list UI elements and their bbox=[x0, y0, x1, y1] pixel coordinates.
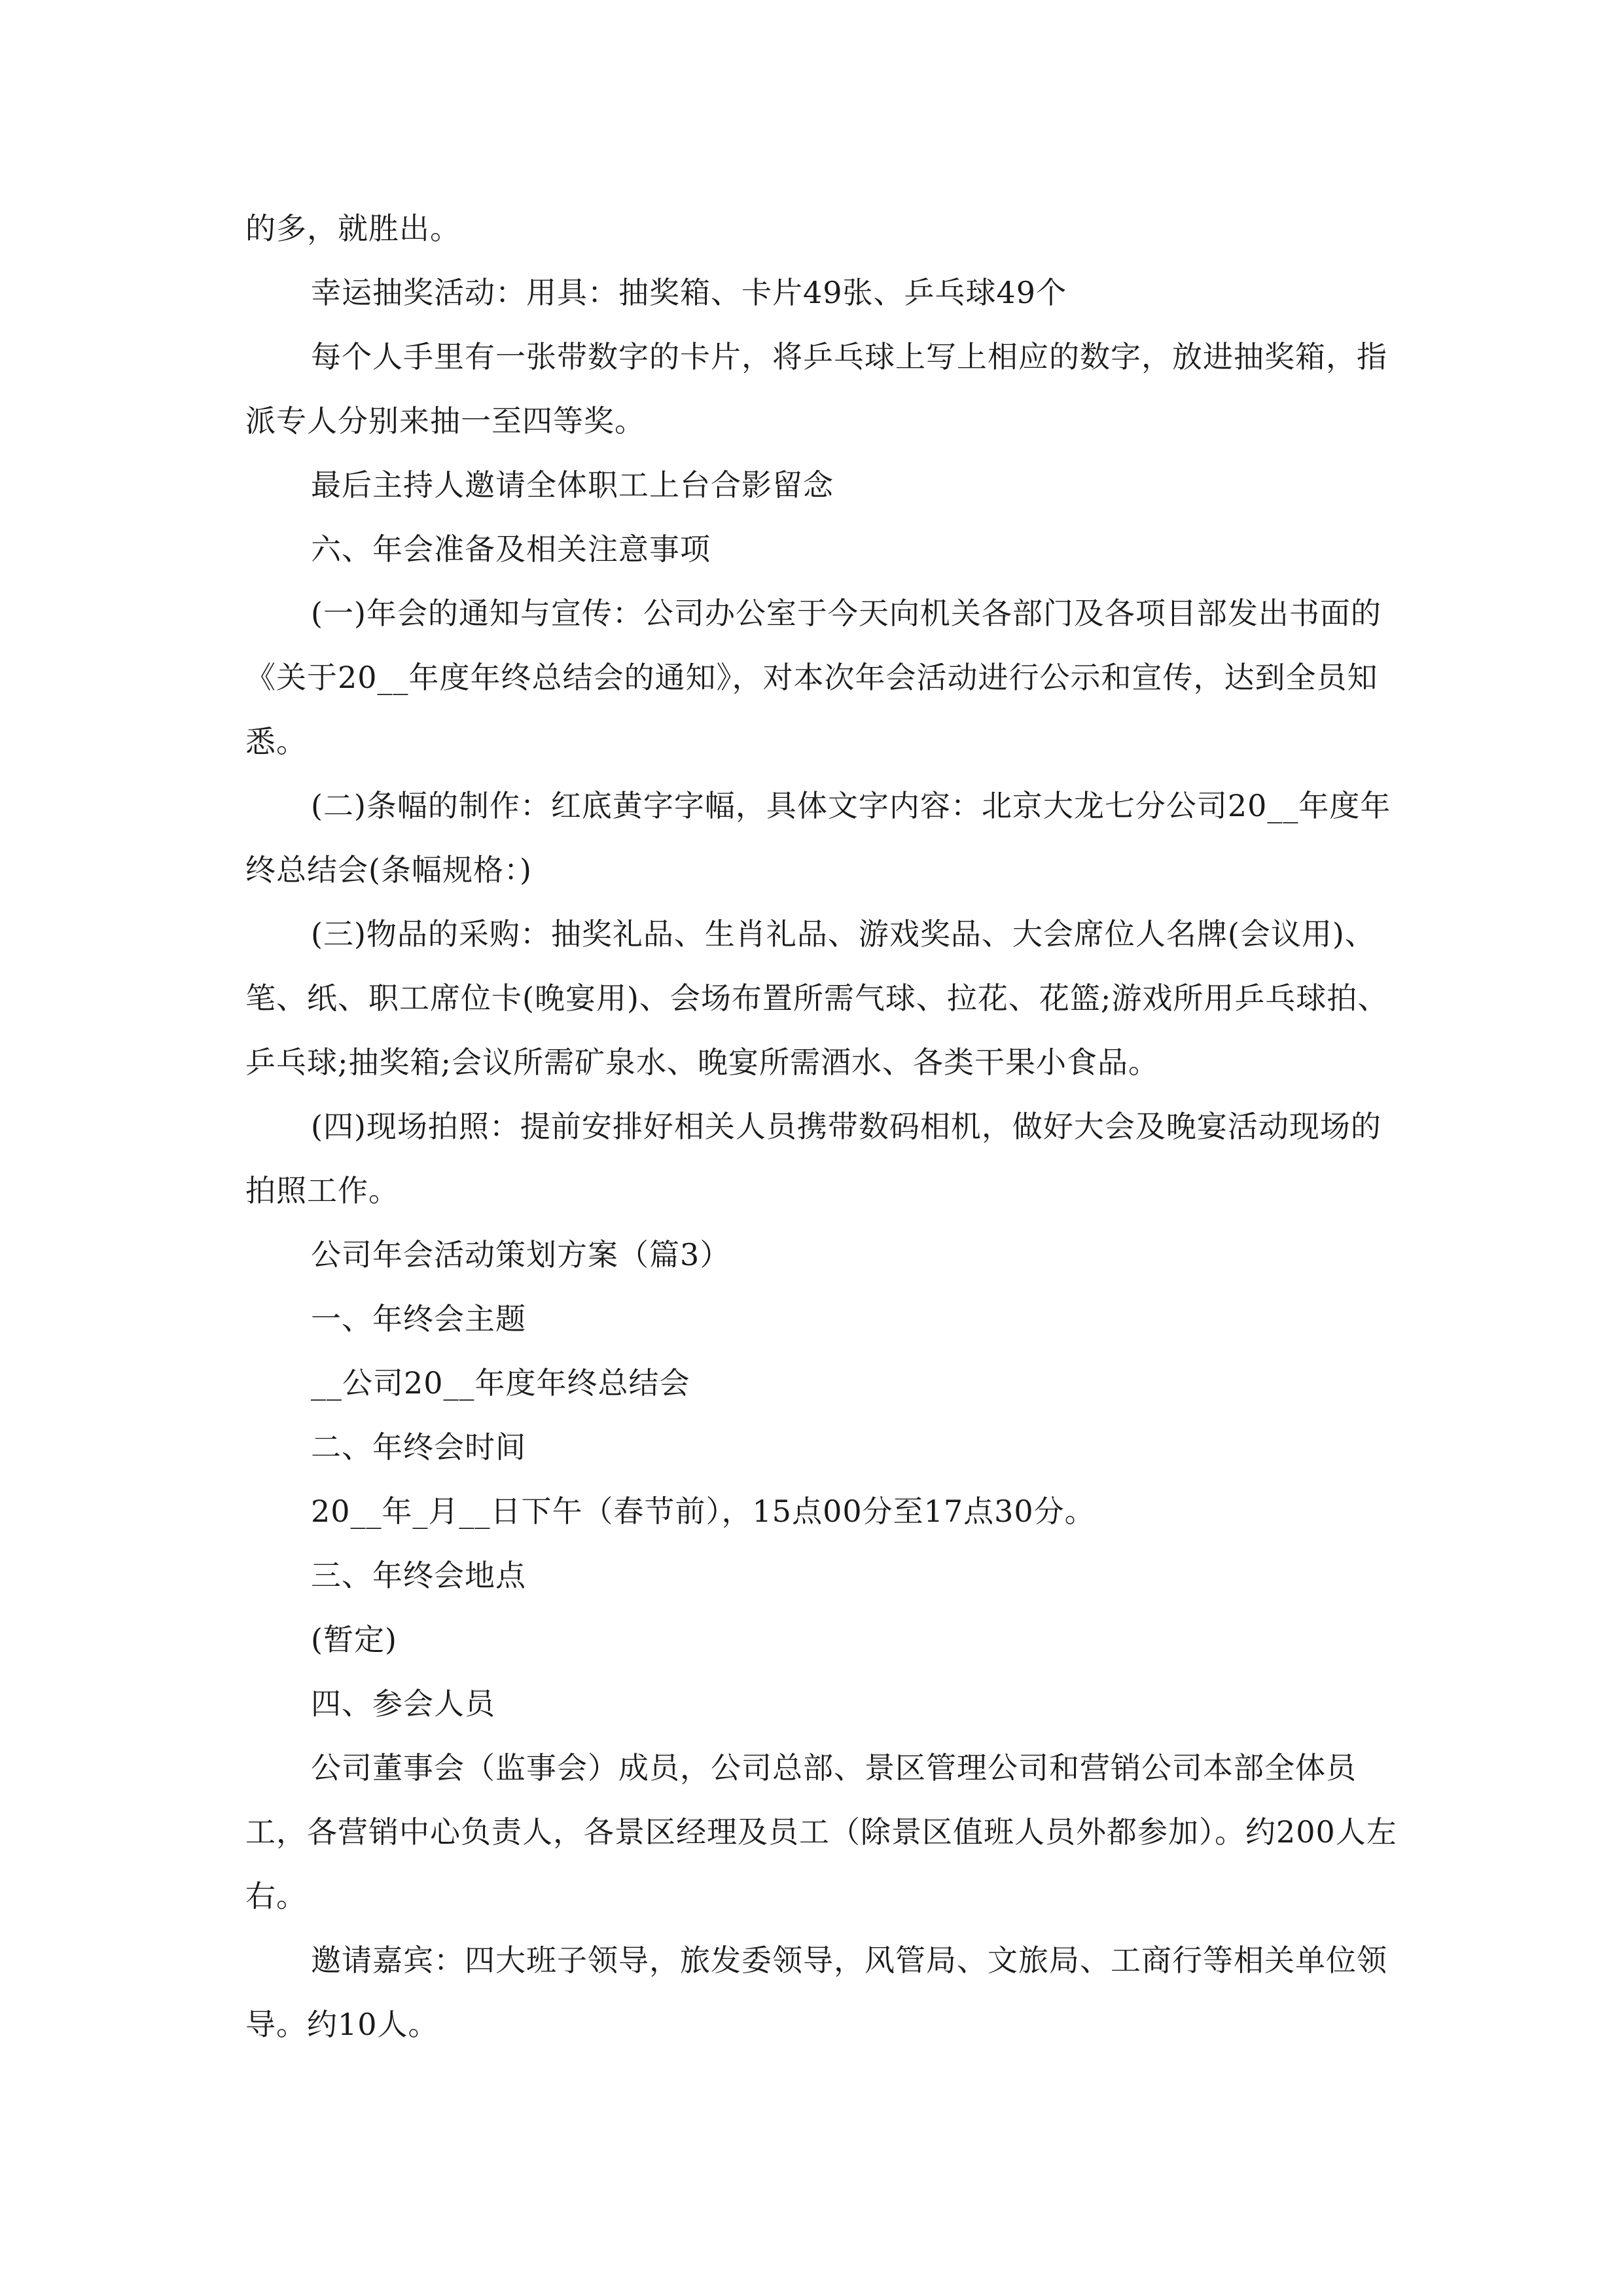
paragraph-guests: 邀请嘉宾：四大班子领导，旅发委领导，风管局、文旅局、工商行等相关单位领导。约10人。 bbox=[245, 1943, 1387, 2042]
paragraph-location: (暂定) bbox=[311, 1622, 397, 1657]
paragraph-theme: __公司20__年度年终总结会 bbox=[311, 1365, 690, 1401]
section-heading-location: 三、年终会地点 bbox=[311, 1558, 526, 1593]
section-heading-time: 二、年终会时间 bbox=[311, 1429, 526, 1465]
section-heading-preparation: 六、年会准备及相关注意事项 bbox=[311, 531, 711, 567]
paragraph-lottery-tools: 幸运抽奖活动：用具：抽奖箱、卡片49张、乒乓球49个 bbox=[311, 275, 1067, 310]
paragraph-purchasing: (三)物品的采购：抽奖礼品、生肖礼品、游戏奖品、大会席位人名牌(会议用)、笔、纸、职工席位卡(晚宴用)、会场布置所需气球、拉花、花篮;游戏所用乒乓球拍、乒乓球;抽奖箱;会议所需矿泉水、晚宴所需酒水、各类干果小食品。 bbox=[245, 916, 1389, 1080]
paragraph-notice: (一)年会的通知与宣传：公司办公室于今天向机关各部门及各项目部发出书面的《关于20__年度年终总结会的通知》，对本次年会活动进行公示和宣传，达到全员知悉。 bbox=[245, 596, 1382, 759]
paragraph-time: 20__年_月__日下午（春节前），15点00分至17点30分。 bbox=[311, 1494, 1096, 1529]
paragraph-banner: (二)条幅的制作：红底黄字字幅，具体文字内容：北京大龙七分公司20__年度年终总结会(条幅规格：) bbox=[245, 788, 1391, 888]
section-heading-attendees: 四、参会人员 bbox=[311, 1686, 495, 1721]
paragraph-photography: (四)现场拍照：提前安排好相关人员携带数码相机，做好大会及晚宴活动现场的拍照工作。 bbox=[245, 1109, 1382, 1208]
paragraph-lottery-rules: 每个人手里有一张带数字的卡片，将乒乓球上写上相应的数字，放进抽奖箱，指派专人分别来抽一至四等奖。 bbox=[245, 339, 1387, 439]
paragraph-continuation: 的多，就胜出。 bbox=[245, 211, 461, 246]
paragraph-attendees: 公司董事会（监事会）成员，公司总部、景区管理公司和营销公司本部全体员工，各营销中心负责人，各景区经理及员工（除景区值班人员外都参加）。约200人左右。 bbox=[245, 1750, 1397, 1914]
section-heading-theme: 一、年终会主题 bbox=[311, 1301, 526, 1336]
document-section-title: 公司年会活动策划方案（篇3） bbox=[311, 1237, 731, 1272]
document-body bbox=[245, 196, 1397, 2056]
paragraph-group-photo: 最后主持人邀请全体职工上台合影留念 bbox=[311, 467, 834, 503]
